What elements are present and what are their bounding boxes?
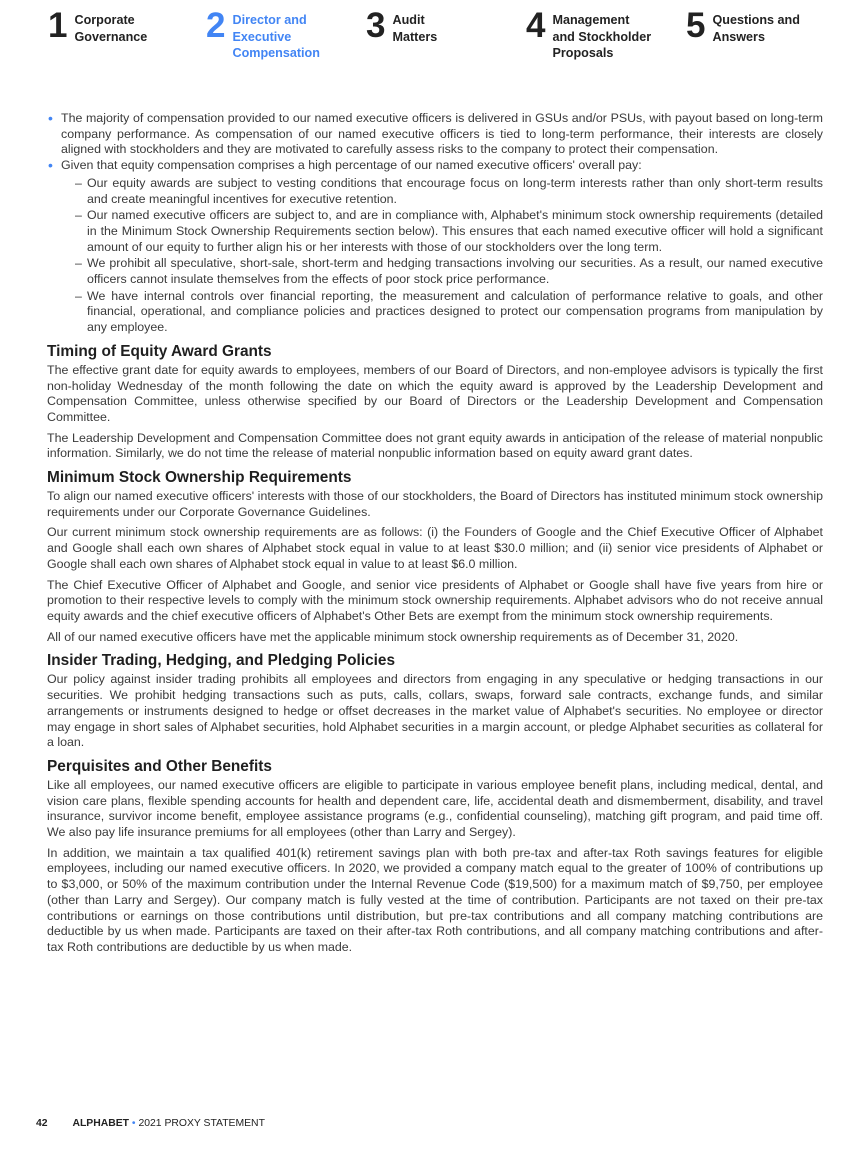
main-content (47, 111, 823, 961)
nav-number: 1 (48, 6, 68, 45)
footer-separator: • (131, 1118, 136, 1129)
nav-item-questions-and-answers[interactable] (686, 8, 800, 45)
nav-label: Questions and Answers (712, 13, 800, 44)
section-heading: Insider Trading, Hedging, and Pledging Policies (47, 652, 396, 670)
paragraph: In addition, we maintain a tax qualified 401(k) retirement savings plan with both pre-tax and after-tax Roth savings features for eligible employees, including our named executive officers. In 2020, we provided a company match equal to the greater of 100% of contributions up to $3,000, or 50% of the maximum contribution under the Internal Revenue Code ($19,500) for a maximum match of $9,750, per employee (other than Larry and Sergey). Our company match is fully vested at the time of contribution. Participants are not taxed on their pre-tax contributions or earnings on those contributions until distribution, but pre-tax contributions and all company matching contributions are deductible by us when made. Participants are taxed on their after-tax Roth contributions, and all company matching contributions and after-tax Roth contributions are deductible by us when made. (47, 845, 823, 954)
sub-bullet-item: – We prohibit all speculative, short-sale, short-term and hedging transactions involving our securities. As a result, our named executive officers cannot insulate themselves from the effects of poor stock price performance. (61, 256, 823, 287)
page-number: 42 (36, 1118, 48, 1129)
section-heading: Timing of Equity Award Grants (47, 342, 272, 360)
footer-brand: ALPHABET (72, 1118, 130, 1129)
section-heading: Perquisites and Other Benefits (47, 757, 272, 775)
nav-item-corporate-governance[interactable] (48, 8, 147, 45)
paragraph: To align our named executive officers' interests with those of our stockholders, the Board of Directors has instituted minimum stock ownership requirements under our Corporate Governance Guidelines. (47, 489, 823, 519)
sub-bullet-list (61, 176, 823, 336)
nav-item-management-and-stockholder-proposals[interactable] (526, 8, 651, 62)
paragraph: All of our named executive officers have met the applicable minimum stock ownership requirements as of December 31, 2020. (47, 629, 739, 644)
bullet-item (47, 158, 823, 336)
footer-doc-title: 2021 PROXY STATEMENT (138, 1118, 265, 1129)
bullet-text: Given that equity compensation comprises a high percentage of our named executive officers' overall pay: (61, 158, 642, 173)
nav-item-director-and-executive-compensation[interactable] (206, 8, 320, 62)
sub-bullet-item: – Our equity awards are subject to vesting conditions that encourage focus on long-term interests rather than only short-term results and create meaningful incentives for executive retention. (61, 176, 823, 207)
page-footer (36, 1118, 265, 1129)
nav-number: 4 (526, 6, 546, 45)
paragraph: The Chief Executive Officer of Alphabet and Google, and senior vice presidents of Alphabet or Google shall have five years from hire or promotion to their respective levels to comply with the minimum stock ownership requirements. Alphabet advisors who do not receive annual equity awards and the chief executive officers of Alphabet's Other Bets are exempt from the minimum stock ownership requirements. (47, 577, 823, 623)
section-timing-of-equity-award-grants (47, 342, 823, 462)
paragraph: Our policy against insider trading prohibits all employees and directors from engaging in any speculative or hedging transactions in our securities. We prohibit hedging transactions such as puts, calls, collars, swaps, forward sale contracts, exchange funds, and similar arrangements or instruments designed to hedge or offset decreases in the market value of Alphabet's securities. No employee or director may engage in short sales of Alphabet securities, hold Alphabet securities in a margin account, or pledge Alphabet securities as collateral for a loan. (47, 672, 823, 750)
nav-number: 3 (366, 6, 386, 45)
paragraph: Our current minimum stock ownership requirements are as follows: (i) the Founders of Google and the Chief Executive Officer of Alphabet and Google shall each own shares of Alphabet stock equal in value to at least $30.0 million; and (ii) senior vice presidents of Alphabet or Google shall each own shares of Alphabet stock equal in value to at least $6.0 million. (47, 525, 823, 571)
sub-bullet-item: – Our named executive officers are subject to, and are in compliance with, Alphabet's minimum stock ownership requirements (detailed in the Minimum Stock Ownership Requirements section below). This ensures that each named executive officer will hold a significant amount of our equity to further align his or her interests with those of our stockholders over the long term. (61, 208, 823, 255)
nav-number: 5 (686, 6, 706, 45)
bullet-list (47, 111, 823, 336)
bullet-item: • The majority of compensation provided to our named executive officers is delivered in GSUs and/or PSUs, with payout based on long-term company performance. As compensation of our named executive officers is tied to long-term performance, their interests are closely aligned with stockholders and they are motivated to carefully assess risks to the company to protect their compensation. (47, 111, 823, 158)
section-minimum-stock-ownership-requirements (47, 468, 823, 645)
nav-label: Director and Executive Compensation (232, 13, 320, 60)
nav-label: Audit Matters (392, 13, 438, 44)
nav-number: 2 (206, 6, 226, 45)
section-navigation (48, 8, 828, 64)
paragraph: Like all employees, our named executive officers are eligible to participate in various employee benefit plans, including medical, dental, and vision care plans, flexible spending accounts for health and dependent care, life, accidental death and dismemberment, disability, and travel insurance, survivor income benefit, employee assistance programs (e.g., confidential counseling), matching gift program, and paid time off. We also pay life insurance premiums for all employees (other than Larry and Sergey). (47, 777, 823, 840)
paragraph: The effective grant date for equity awards to employees, members of our Board of Directors, and non-employee advisors is typically the first non-holiday Wednesday of the month following the date on which the equity award is approved by the Leadership Development and Compensation Committee, unless otherwise specified by our Board of Directors or the Leadership Development and Compensation Committee. (47, 362, 823, 424)
paragraph: The Leadership Development and Compensation Committee does not grant equity awards in anticipation of the release of material nonpublic information. Similarly, we do not time the release of material nonpublic information based on equity award grant dates. (47, 430, 823, 461)
section-insider-trading-policies (47, 651, 823, 751)
nav-label: Management and Stockholder Proposals (552, 13, 652, 60)
section-perquisites-and-other-benefits (47, 757, 823, 956)
sub-bullet-item: – We have internal controls over financial reporting, the measurement and calculation of performance relative to goals, and other financial, operational, and compliance policies and practices designed to protect our compensation programs from manipulation by any employee. (61, 289, 823, 336)
section-heading: Minimum Stock Ownership Requirements (47, 469, 352, 487)
nav-item-audit-matters[interactable] (366, 8, 437, 45)
nav-label: Corporate Governance (74, 13, 148, 44)
